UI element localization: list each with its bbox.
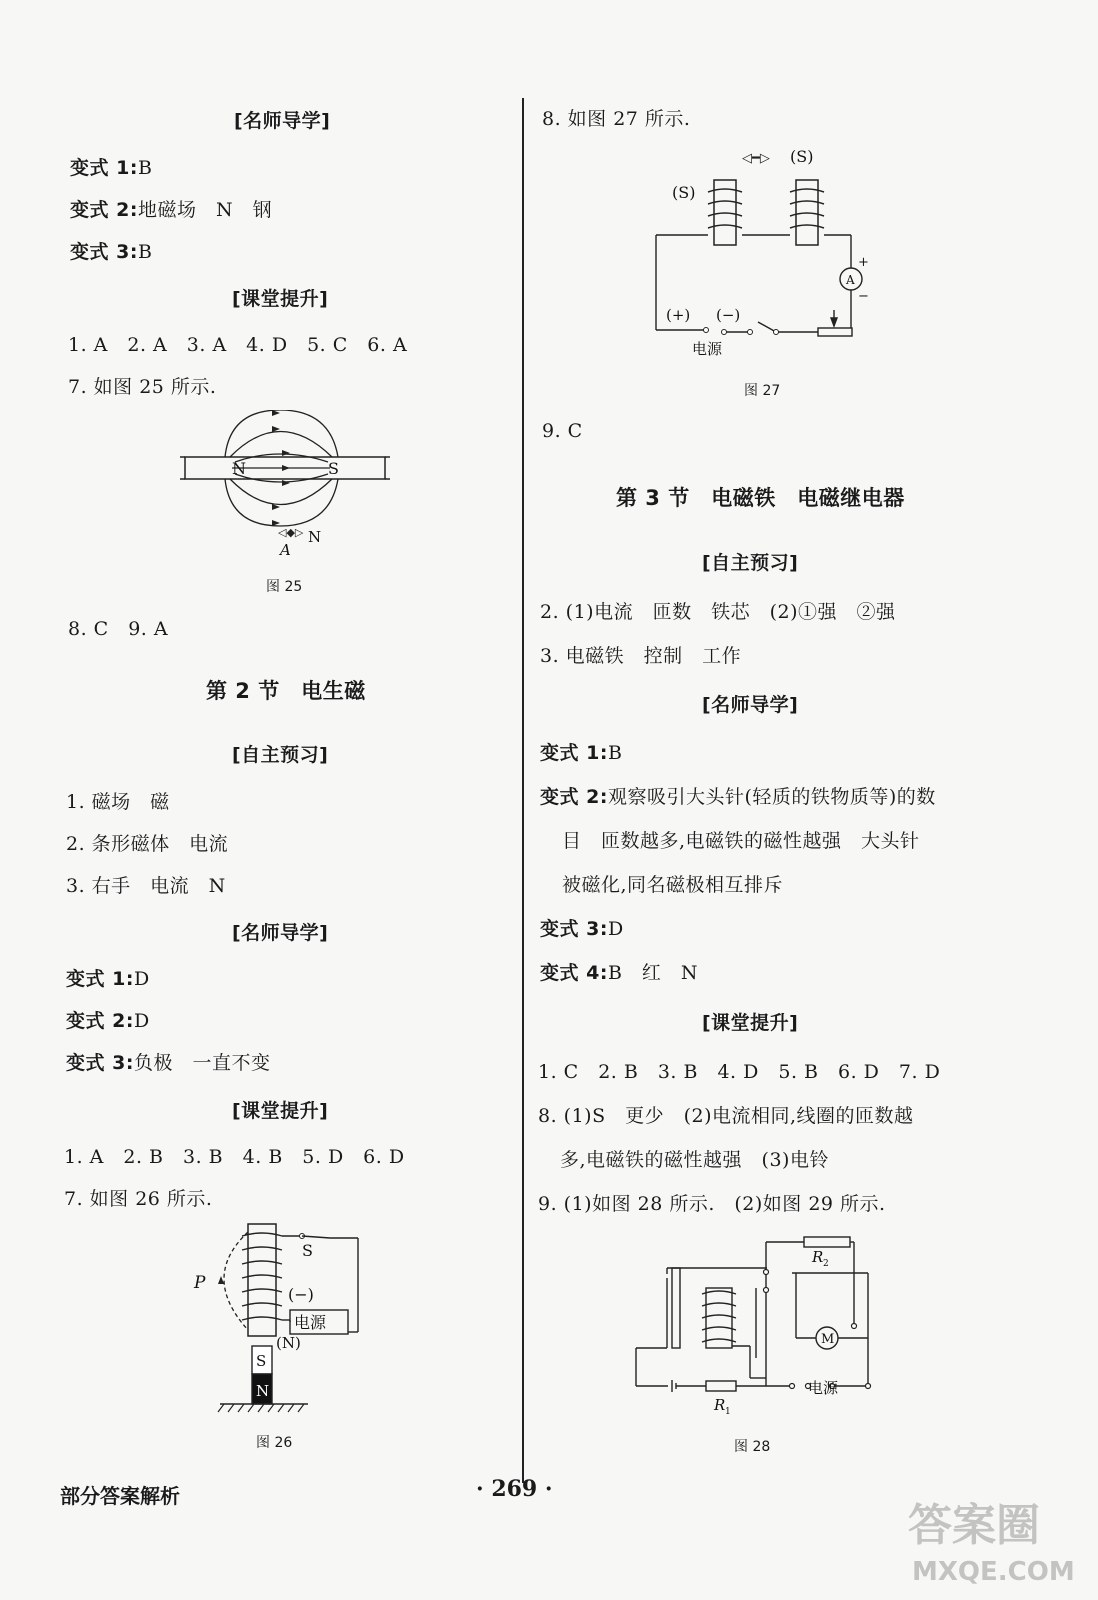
answers-line-2: 7. 如图 25 所示. [68,376,217,398]
fig25-label-n: N [232,459,246,478]
section-3-title: 第 3 节 电磁铁 电磁继电器 [616,486,905,510]
preview-3-3: 3. 电磁铁 控制 工作 [540,645,742,667]
heading-mingshi-daoxue-3: [名师导学] [702,694,799,716]
svg-text:◁━▷: ◁━▷ [742,151,770,166]
fig26-label-p: P [194,1273,206,1293]
fig28-r1-sub: 1 [725,1407,731,1417]
figure-25-caption: 图 25 [266,579,303,595]
answers-3-line-3: 多,电磁铁的磁性越强 (3)电铃 [560,1149,829,1171]
page-number: · 269 · [476,1476,553,1502]
fig28-motor-m: M [821,1332,835,1347]
fig26-label-switch-s: S [302,1241,313,1260]
svg-text:◁◆▷: ◁◆▷ [278,526,304,539]
heading-ketang-tisheng-3: [课堂提升] [702,1012,799,1034]
fig25-label-a: A [280,541,291,559]
fig27-plus-sign: + [858,255,869,270]
figure-27-caption: 图 27 [744,383,781,399]
fig28-r1: R [714,1396,726,1414]
variant-3-2-cont-2: 被磁化,同名磁极相互排斥 [562,874,784,896]
column-divider [522,98,524,1483]
variant-3-3: 变式 3:D [540,918,624,940]
variant-3-4: 变式 4:B 红 N [540,962,699,984]
fig26-label-power: 电源 [294,1313,327,1332]
fig27-label-power: 电源 [692,340,723,358]
fig27-minus-sign: − [858,289,869,304]
watermark-logo [900,1488,1080,1588]
fig27-label-plus: (+) [666,306,691,324]
watermark-line-2: MXQE.COM [912,1557,1075,1587]
fig27-label-s-left: (S) [672,183,696,202]
fig26-label-minus: (−) [288,1285,314,1304]
heading-zizhu-yuxi: [自主预习] [232,744,329,766]
fig26-label-magnet-s: S [256,1352,267,1370]
fig27-label-s-top: (S) [790,147,814,166]
variant-2-3: 变式 3:负极 一直不变 [66,1052,271,1074]
heading-ketang-tisheng: [课堂提升] [232,288,329,310]
fig26-label-magnet-n-paren: (N) [276,1334,301,1352]
fig28-r2: R [812,1248,824,1266]
answer-9: 9. C [542,420,583,442]
answers-line-3: 8. C 9. A [68,618,169,640]
answers-3-line-4: 9. (1)如图 28 所示. (2)如图 29 所示. [538,1193,886,1215]
figure-25-magnet-field [180,410,390,560]
variant-2-2: 变式 2:D [66,1010,150,1032]
figure-28-relay-circuit [632,1228,882,1418]
fig27-label-minus: (−) [716,306,741,324]
fig26-label-magnet-n: N [256,1382,270,1400]
figure-26-solenoid-circuit [190,1222,380,1422]
preview-3: 3. 右手 电流 N [66,875,226,897]
answer-8: 8. 如图 27 所示. [542,108,691,130]
figure-26-caption: 图 26 [256,1435,293,1451]
preview-2: 2. 条形磁体 电流 [66,833,229,855]
footer-section-label: 部分答案解析 [60,1484,180,1508]
preview-3-2: 2. (1)电流 匝数 铁芯 (2)①强 ②强 [540,601,896,623]
watermark-line-1: 答案圈 [908,1500,1040,1551]
variant-2: 变式 2:地磁场 N 钢 [70,199,273,221]
fig25-label-needle-n: N [308,528,322,546]
variant-3: 变式 3:B [70,241,153,263]
variant-1: 变式 1:B [70,157,153,179]
heading-zizhu-yuxi-3: [自主预习] [702,552,799,574]
answers-line-1: 1. A 2. A 3. A 4. D 5. C 6. A [68,334,408,356]
heading-mingshi-daoxue-2: [名师导学] [232,922,329,944]
preview-1: 1. 磁场 磁 [66,791,170,813]
answers-2-line-1: 1. A 2. B 3. B 4. B 5. D 6. D [64,1146,405,1168]
figure-27-circuit [646,140,886,365]
variant-3-1: 变式 1:B [540,742,623,764]
answers-3-line-2: 8. (1)S 更少 (2)电流相同,线圈的匝数越 [538,1105,914,1127]
figure-28-caption: 图 28 [734,1439,771,1455]
answers-3-line-1: 1. C 2. B 3. B 4. D 5. B 6. D 7. D [538,1061,941,1083]
heading-mingshi-daoxue: [名师导学] [234,110,331,132]
variant-3-2-cont-1: 目 匝数越多,电磁铁的磁性越强 大头针 [562,830,920,852]
answers-2-line-2: 7. 如图 26 所示. [64,1188,213,1210]
fig28-r2-sub: 2 [823,1259,829,1269]
variant-3-2: 变式 2:观察吸引大头针(轻质的铁物质等)的数 [540,786,936,808]
variant-2-1: 变式 1:D [66,968,150,990]
fig25-label-s: S [328,459,339,478]
section-2-title: 第 2 节 电生磁 [206,679,366,703]
fig27-ammeter-a: A [846,273,855,287]
heading-ketang-tisheng-2: [课堂提升] [232,1100,329,1122]
fig28-power: 电源 [808,1379,839,1397]
